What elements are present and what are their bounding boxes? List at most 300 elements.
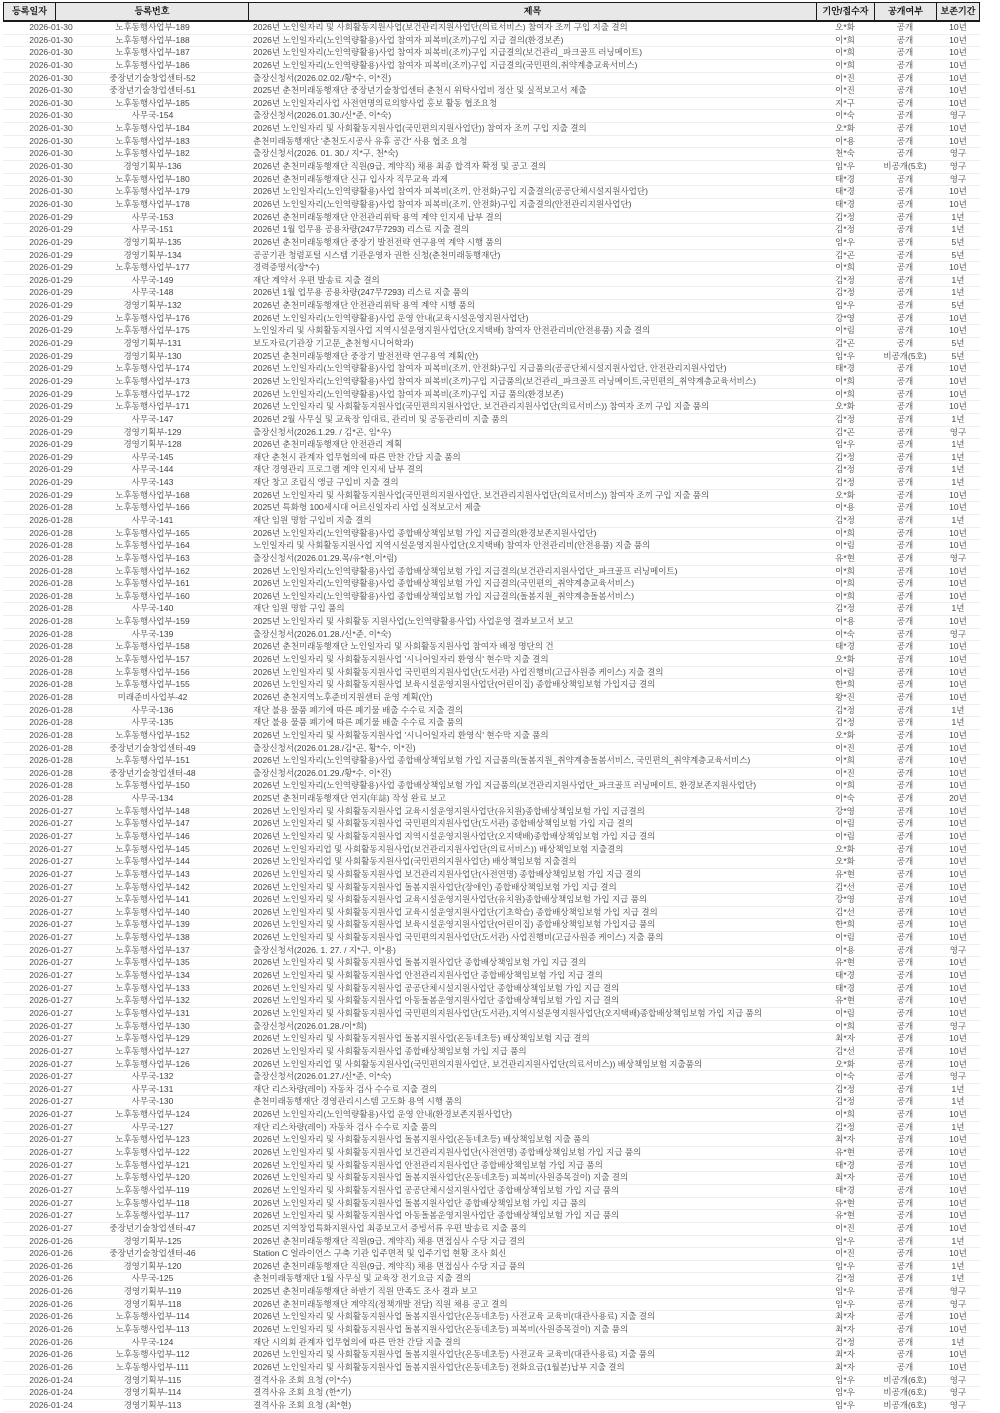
- title-cell[interactable]: 2026년 노인일자리 및 사회활동지원사업 아동돌봄운영지원사업단 종합배상책임보험 가입 지급 결의: [253, 995, 620, 1006]
- title-cell[interactable]: 2026년 노인일자리(노인역량활용)사업 참여자 피복비(조끼, 안전화)구입 지출결의(공공단체시설지원사업단): [253, 186, 648, 197]
- drafter-cell: 임*우: [835, 439, 855, 450]
- title-cell[interactable]: 2026년 노인일자리(노인역량활용)사업 종합배상책임보험 가입 지급결의(국민편의_취약계층교육서비스): [253, 578, 635, 589]
- title-cell[interactable]: 2026년 춘천미래동행재단 신규 입사자 직무교육 과제: [253, 173, 448, 184]
- title-cell[interactable]: 2025년 춘천미래동행재단 하반기 직원 만족도 조사 결과 보고: [253, 1286, 478, 1297]
- title-cell[interactable]: 2026년 노인일자리(노인역량활용)사업 종합배상책임보험 가입 지급품의(보건관리지원사업단_파크골프 러닝메이트, 환경보존지원사업단): [253, 780, 757, 791]
- table-row[interactable]: [3, 705, 980, 718]
- drafter-cell: 이*림: [835, 932, 855, 943]
- title-cell[interactable]: 2026년 노인일자리(노인역량활용)사업 참여자 피복비(조끼)구입 지급 결의(환경보존): [253, 34, 564, 45]
- table-row[interactable]: [3, 641, 980, 654]
- title-cell[interactable]: 2026년 춘천미래동행재단 안전관리위탁 용역 계약 시행 품의: [253, 300, 475, 311]
- table-row[interactable]: [3, 427, 980, 440]
- title-cell[interactable]: 2026년 춘천미래동행재단 노인일자리 및 사회활동지원사업 참여자 배정 명단의 건: [253, 641, 554, 652]
- title-cell[interactable]: 출장신청서(2026.01.27./신*준, 이*숙): [253, 1071, 392, 1082]
- reg-no-cell: 사무국-144: [131, 464, 174, 475]
- table-row[interactable]: [3, 1349, 980, 1362]
- table-row[interactable]: [3, 1008, 980, 1021]
- title-cell[interactable]: 2026년 노인일자리(노인역량활용)사업 종합배상책임보험 가입 지급품의(돌봄지원_취약계층돌봄서비스, 국민편의_취약계층교육서비스): [253, 755, 751, 766]
- table-row[interactable]: [3, 98, 980, 111]
- title-cell[interactable]: 2026년 춘천미래동행재단 안전관리위탁 용역 계약 인지세 납부 결의: [253, 211, 502, 222]
- table-row[interactable]: [3, 1147, 980, 1160]
- drafter-cell: 최*자: [835, 1311, 855, 1322]
- title-cell[interactable]: 출장신청서(2026.01.28./김*곤, 황*수, 이*진): [253, 742, 416, 753]
- table-row[interactable]: [3, 616, 980, 629]
- table-row[interactable]: [3, 1223, 980, 1236]
- table-row[interactable]: [3, 515, 980, 528]
- table-row[interactable]: [3, 161, 980, 174]
- title-cell[interactable]: 재단 경영관리 프로그램 계약 인지세 납부 결의: [253, 464, 424, 475]
- title-cell[interactable]: 2026년 노인일자리(노인역량활용)사업 운영 안내(환경보존지원사업단): [253, 1109, 513, 1120]
- retention-cell: 영구: [949, 148, 967, 159]
- reg-no-cell: 경영기획부-129: [123, 426, 182, 437]
- title-cell[interactable]: 2026년 노인일자리 및 사회활동지원사업 안전관리지원사업단 종합배상책임보험 가입 지급 품의: [253, 1159, 603, 1170]
- table-row[interactable]: [3, 1160, 980, 1173]
- open-status-cell: 공개: [896, 654, 914, 665]
- retention-cell: 영구: [949, 1399, 967, 1410]
- table-row[interactable]: [3, 110, 980, 123]
- title-cell[interactable]: 결격사유 조회 요청 (한*기): [253, 1387, 352, 1398]
- open-status-cell: 공개: [896, 1361, 914, 1372]
- title-cell[interactable]: 2026년 노인일자리 및 사회활동지원사업 보건관리지원사업단(사전연명) 종합배상책임보험 가입 지급 결의: [253, 868, 642, 879]
- table-row[interactable]: [3, 1400, 980, 1413]
- title-cell[interactable]: 2026년 노인일자리 및 사회활동지원사업 교육시설운영지원사업단(기초학습) 종합배상책임보험 가입 지급 결의: [253, 906, 658, 917]
- title-cell[interactable]: 2026년 노인일자리 및 사회활동지원사업 돌봄지원사업단(온동네초등) 피복비(사원증목걸이) 지출 품의: [253, 1323, 629, 1334]
- title-cell[interactable]: 2026년 노인일자리 및 사회활동지원사업 공공단체시설지원사업단 종합배상책임보험 가입 지급 결의: [253, 982, 620, 993]
- title-cell[interactable]: 2026년 노인일자리 및 사회활동지원사업(보건관리지원사업단(의료서비스) 참여자 조끼 구입 지출 결의: [253, 22, 628, 32]
- title-cell[interactable]: 2026년 노인일자리 및 사회활동지원사업 돌봄지원사업단(온동네초등) 사전교육 교육비(대관사용료) 지출 품의: [253, 1349, 656, 1360]
- table-row[interactable]: [3, 856, 980, 869]
- column-header-retention: 보존기간: [936, 3, 980, 20]
- table-row[interactable]: [3, 591, 980, 604]
- table-row[interactable]: [3, 22, 980, 35]
- open-status-cell: 공개: [896, 401, 914, 412]
- reg-no-cell: 노후동행사업부-182: [115, 148, 190, 159]
- title-cell[interactable]: 2026년 노인일자리업 및 사회활동지원사업(국민편의지원사업단, 보건관리지원사업단(의료서비스)) 배상책임보험 지출품의: [253, 1058, 703, 1069]
- table-row[interactable]: [3, 578, 980, 591]
- title-cell[interactable]: 2026년 노인일자리 및 사회활동지원사업 국민편의지원사업단(도서관) 사업진행비(고급사원증 케이스) 지출 결의: [253, 666, 664, 677]
- table-row[interactable]: [3, 174, 980, 187]
- title-cell[interactable]: 2026년 노인일자리 및 사회활동지원사업 돌봄지원사업단(온동네초등) 사전교육 교육비(대관사용료) 지출 결의: [253, 1311, 656, 1322]
- title-cell[interactable]: 출장신청서(2026.01.28./이*희): [253, 1020, 367, 1031]
- table-row[interactable]: [3, 401, 980, 414]
- open-status-cell: 공개: [896, 464, 914, 475]
- table-row[interactable]: [3, 869, 980, 882]
- title-cell[interactable]: 공공기관 청렴포털 시스템 기관운영자 권한 신청(춘천미래동행재단): [253, 249, 501, 260]
- table-row[interactable]: [3, 1387, 980, 1400]
- title-cell[interactable]: 2026년 노인일자리(노인역량활용)사업 참여자 피복비(조끼)구입 지급품의(보건관리_파크골프 러닝메이트,국민편의_취약계층교육서비스): [253, 375, 756, 386]
- title-cell[interactable]: 2026년 노인일자리 및 사회활동지원사업 돌봄지원사업단(온동네초등) 전화요금(1월분)납부 지출 결의: [253, 1361, 625, 1372]
- reg-date-cell: 2026-01-30: [29, 72, 73, 83]
- drafter-cell: 오*화: [835, 1058, 855, 1069]
- table-row[interactable]: [3, 389, 980, 402]
- reg-no-cell: 경영기획부-136: [123, 161, 182, 172]
- table-row[interactable]: [3, 287, 980, 300]
- table-row[interactable]: [3, 363, 980, 376]
- table-row[interactable]: [3, 1046, 980, 1059]
- title-cell[interactable]: 2026년 노인일자리(노인역량활용)사업 참여자 피복비(조끼, 안전화)구입 지출결의(안전관리지원사업단): [253, 198, 632, 209]
- title-cell[interactable]: 2026년 노인일자리 및 사회활동지원사업 국민편의지원사업단(도서관) 종합배상책임보험 가입 지급 결의: [253, 818, 634, 829]
- table-row[interactable]: [3, 477, 980, 490]
- open-status-cell: 공개: [896, 198, 914, 209]
- table-row[interactable]: [3, 970, 980, 983]
- title-cell[interactable]: 2026년 노인일자리 및 사회활동지원사업 '시니어일자리 환영식' 현수막 지출 품의: [253, 729, 549, 740]
- retention-cell: 10년: [949, 906, 967, 917]
- table-row[interactable]: [3, 1299, 980, 1312]
- reg-date-cell: 2026-01-30: [29, 97, 73, 108]
- title-cell[interactable]: 재단 계약서 우편 발송료 지출 결의: [253, 274, 380, 285]
- table-row[interactable]: [3, 831, 980, 844]
- table-row[interactable]: [3, 148, 980, 161]
- column-header-reg-date: 등록일자: [3, 3, 55, 20]
- table-row[interactable]: [3, 957, 980, 970]
- open-status-cell: 공개: [896, 831, 914, 841]
- title-cell[interactable]: 2026년 노인일자리(노인역량활용)사업 참여자 피복비(조끼)구입 지급 품의(환경보존): [253, 388, 564, 399]
- table-row[interactable]: [3, 73, 980, 86]
- title-cell[interactable]: 2025년 노인일자리 및 사회활동 지원사업(노인역량활용사업) 사업운영 결과보고서 보고: [253, 616, 574, 627]
- table-row[interactable]: [3, 755, 980, 768]
- table-row[interactable]: [3, 730, 980, 743]
- reg-date-cell: 2026-01-30: [29, 198, 73, 209]
- reg-date-cell: 2026-01-29: [29, 300, 73, 311]
- table-row[interactable]: [3, 1248, 980, 1261]
- retention-cell: 영구: [949, 628, 967, 639]
- title-cell[interactable]: 2026년 1월 업무용 공용차량(247무7293) 리스료 지출 품의: [253, 287, 470, 298]
- table-row[interactable]: [3, 85, 980, 98]
- table-row[interactable]: [3, 136, 980, 149]
- table-row[interactable]: [3, 237, 980, 250]
- title-cell[interactable]: 출장신청서(2026.01.28./신*준, 이*숙): [253, 628, 392, 639]
- title-cell[interactable]: 2026년 노인일자리 및 사회활동지원사업 안전관리지원사업단 종합배상책임보험 가입 지급 결의: [253, 970, 603, 981]
- drafter-cell: 임*우: [835, 1298, 855, 1309]
- table-row[interactable]: [3, 1084, 980, 1097]
- table-row[interactable]: [3, 300, 980, 313]
- title-cell[interactable]: 노인일자리 및 사회활동지원사업 지역시설운영지원사업단(오지택배) 참여자 안전관리비(안전용품) 지출 결의: [253, 325, 651, 336]
- title-cell[interactable]: 2026년 춘천미래동행재단 중장기 발전전략 연구용역 계약 시행 품의: [253, 236, 502, 247]
- table-row[interactable]: [3, 1071, 980, 1084]
- title-cell[interactable]: 2026년 노인일자리 및 사회활동지원사업 돌봄지원사업(온동네초등) 배상책임보험 지급 결의: [253, 1033, 590, 1044]
- table-row[interactable]: [3, 1109, 980, 1122]
- title-cell[interactable]: 2026년 춘천미래동행재단 안전관리 계획: [253, 439, 403, 450]
- title-cell[interactable]: 2026년 노인일자리 및 사회활동지원사업(국민편의지원사업단, 보건관리지원사업단(의료서비스)) 참여자 조끼 구입 지출 품의: [253, 489, 710, 500]
- title-cell[interactable]: 2026년 노인일자리 및 사회활동지원사업 교육시설운영지원사업단(유치원)종합배상책임보험 가입 지급결의: [253, 805, 645, 816]
- table-row[interactable]: [3, 1311, 980, 1324]
- table-row[interactable]: [3, 945, 980, 958]
- title-cell[interactable]: 2026년 노인일자리 및 사회활동지원사업 국민편의지원사업단(도서관) 사업진행비(고급사원증 케이스) 지출 품의: [253, 932, 664, 943]
- title-cell[interactable]: 2026년 노인일자리(노인역량활용)사업 참여자 피복비(조끼)구입 지급결의(보건관리_파크골프 러닝메이트): [253, 47, 643, 58]
- table-row[interactable]: [3, 351, 980, 364]
- reg-date-cell: 2026-01-29: [29, 426, 73, 437]
- table-row[interactable]: [3, 338, 980, 351]
- table-row[interactable]: [3, 919, 980, 932]
- title-cell[interactable]: 2026년 노인일자리업 및 사회활동지원사업(보건관리지원사업단(의료서비스)) 배상책임보험 지출결의: [253, 843, 624, 854]
- title-cell[interactable]: 재단 시의회 관계자 업무협의에 따른 만찬 간담 지출 결의: [253, 1336, 461, 1347]
- table-row[interactable]: [3, 47, 980, 60]
- drafter-cell: 이*희: [835, 1020, 855, 1031]
- open-status-cell: 공개: [896, 249, 914, 260]
- table-row[interactable]: [3, 1185, 980, 1198]
- open-status-cell: 공개: [896, 691, 914, 702]
- title-cell[interactable]: 2025년 지역창업특화지원사업 최종보고서 증빙서류 우편 발송료 지출 품의: [253, 1222, 527, 1233]
- title-cell[interactable]: 2026년 1월 업무용 공용차량(247무7293) 리스료 지출 결의: [253, 224, 470, 235]
- open-status-cell: 비공개(5호): [883, 161, 927, 172]
- table-row[interactable]: [3, 629, 980, 642]
- table-row[interactable]: [3, 313, 980, 326]
- table-row[interactable]: [3, 1375, 980, 1388]
- title-cell[interactable]: 출장신청서(2026.1.29. / 김*곤, 임*우): [253, 426, 392, 437]
- reg-date-cell: 2026-01-27: [29, 1109, 73, 1120]
- title-cell[interactable]: 2026년 노인일자리 및 사회활동지원사업 보육시설운영지원사업단(어린이집) 종합배상책임보험 가입지급 품의: [253, 919, 656, 930]
- table-row[interactable]: [3, 528, 980, 541]
- table-row[interactable]: [3, 566, 980, 579]
- drafter-cell: 김*정: [835, 1121, 855, 1132]
- title-cell[interactable]: 2026년 노인일자리(노인역량활용)사업 종합배상책임보험 가입 지급결의(보건관리지원사업단_파크골프 러닝메이트): [253, 565, 678, 576]
- reg-no-cell: 노후동행사업부-148: [115, 805, 190, 816]
- table-row[interactable]: [3, 186, 980, 199]
- reg-date-cell: 2026-01-30: [29, 47, 73, 58]
- drafter-cell: 김*선: [835, 881, 855, 892]
- title-cell[interactable]: 경력증명서(장*수): [253, 262, 320, 273]
- table-row[interactable]: [3, 1021, 980, 1034]
- table-row[interactable]: [3, 1273, 980, 1286]
- retention-cell: 1년: [951, 477, 965, 488]
- title-cell[interactable]: 2026년 춘천미래동행재단 계약직(정책개발 전담) 직원 채용 공고 결의: [253, 1298, 508, 1309]
- table-row[interactable]: [3, 123, 980, 136]
- table-row[interactable]: [3, 1172, 980, 1185]
- title-cell[interactable]: 2026년 노인일자리(노인역량활용)사업 종합배상책임보험 가입 지급결의(환경보존지원사업단): [253, 527, 597, 538]
- title-cell[interactable]: 2026년 노인일자리 및 사회활동지원사업 돌봄지원사업단(온동네초등) 피복비(사원증목걸이) 지출 결의: [253, 1172, 629, 1183]
- title-cell[interactable]: 2026년 노인일자리 및 사회활동지원사업(국민편의지원사업단, 보건관리지원사업단(의료서비스)) 참여자 조끼 구입 지출 품의: [253, 401, 710, 412]
- table-row[interactable]: [3, 376, 980, 389]
- drafter-cell: 왕*진: [835, 691, 855, 702]
- table-row[interactable]: [3, 654, 980, 667]
- title-cell[interactable]: 출장신청서(2026. 01. 30./ 지*구, 천*숙): [253, 148, 399, 159]
- title-cell[interactable]: 출장신청서(2026.02.02./황*수, 이*진): [253, 72, 392, 83]
- table-row[interactable]: [3, 1236, 980, 1249]
- title-cell[interactable]: 재단 춘천시 관계자 업무협의에 따른 만찬 간담 지출 품의: [253, 451, 461, 462]
- reg-date-cell: 2026-01-26: [29, 1235, 73, 1246]
- table-row[interactable]: [3, 844, 980, 857]
- drafter-cell: 이*희: [835, 780, 855, 791]
- title-cell[interactable]: 2026년 노인일자리(노인역량활용)사업 참여자 피복비(조끼)구입 지급결의(국민편의,취약계층교육서비스): [253, 59, 638, 70]
- title-cell[interactable]: 2026년 노인일자리 및 사회활동지원사업 국민편의지원사업단(도서관),지역시설운영지원사업단(오지택배)종합배상책임보험 가입 지급 품의: [253, 1007, 762, 1018]
- drafter-cell: 임*우: [835, 236, 855, 247]
- table-row[interactable]: [3, 250, 980, 263]
- reg-no-cell: 노후동행사업부-171: [115, 401, 190, 412]
- title-cell[interactable]: 2026년 노인일자리(노인역량활용)사업 운영 안내(교육시설운영지원사업단): [253, 312, 529, 323]
- title-cell[interactable]: 2026년 노인일자리 및 사회활동지원사업 돌봄지원사업단 종합배상책임보험 가입 지급 품의: [253, 1197, 587, 1208]
- table-row[interactable]: [3, 932, 980, 945]
- title-cell[interactable]: 2026년 노인일자리업 및 사회활동지원사업(국민편의지원사업단) 배상책임보험 지출결의: [253, 856, 577, 867]
- title-cell[interactable]: 2026년 춘천미래동행재단 직원(9급, 계약직) 채용 최종 합격자 확정 및 공고 결의: [253, 161, 547, 172]
- reg-date-cell: 2026-01-28: [29, 704, 73, 715]
- title-cell[interactable]: 출장신청서(2026. 1. 27. / 지*구, 이*용): [253, 944, 396, 955]
- reg-date-cell: 2026-01-27: [29, 818, 73, 829]
- reg-date-cell: 2026-01-29: [29, 451, 73, 462]
- title-cell[interactable]: 재단 리스차량(레이) 자동차 검사 수수료 지출 품의: [253, 1121, 438, 1132]
- title-cell[interactable]: 2025년 특화형 100세시대 어르신일자리 사업 실적보고서 제출: [253, 502, 481, 513]
- table-row[interactable]: [3, 1362, 980, 1375]
- table-row[interactable]: [3, 540, 980, 553]
- table-row[interactable]: [3, 1324, 980, 1337]
- title-cell[interactable]: 2026년 노인일자리 및 사회활동지원사업 아동돌봄운영지원사업단 종합배상책임보험 가입 지급 품의: [253, 1210, 620, 1221]
- title-cell[interactable]: 2026년 노인일자리 및 사회활동지원사업 돌봄지원사업(온동네초등) 배상책임보험 지출 품의: [253, 1134, 590, 1145]
- reg-date-cell: 2026-01-27: [29, 1172, 73, 1183]
- reg-no-cell: 노후동행사업부-151: [115, 755, 190, 766]
- title-cell[interactable]: 2026년 노인일자리 및 사회활동지원사업 지역시설운영지원사업단(오지택배)종합배상책임보험 가입 지급 결의: [253, 831, 656, 841]
- table-row[interactable]: [3, 502, 980, 515]
- retention-cell: 10년: [949, 856, 967, 867]
- title-cell[interactable]: 재단 임원 명함 구입비 지출 결의: [253, 514, 372, 525]
- title-cell[interactable]: 결격사유 조회 요청 (이*수): [253, 1374, 352, 1385]
- table-row[interactable]: [3, 717, 980, 730]
- open-status-cell: 공개: [896, 451, 914, 462]
- title-cell[interactable]: 재단 임원 명함 구입 품의: [253, 603, 345, 614]
- drafter-cell: 김*정: [835, 464, 855, 475]
- table-row[interactable]: [3, 490, 980, 503]
- reg-no-cell: 사무국-151: [131, 224, 174, 235]
- title-cell[interactable]: 2026년 노인일자리(노인역량활용)사업 참여자 피복비(조끼, 안전화)구입 지급품의(공공단체시설지원사업단, 안전관리지원사업단): [253, 363, 727, 374]
- title-cell[interactable]: 2026년 춘천미래동행재단 직원(9급, 계약직) 채용 면접심사 수당 지급 품의: [253, 1260, 526, 1271]
- title-cell[interactable]: 2026년 노인일자리 및 사회활동지원사업 공공단체시설지원사업단 종합배상책임보험 가입 지급 품의: [253, 1184, 620, 1195]
- title-cell[interactable]: 2026년 춘천미래동행재단 직원(9급, 계약직) 채용 면접심사 수당 지급 결의: [253, 1235, 526, 1246]
- table-row[interactable]: [3, 907, 980, 920]
- retention-cell: 10년: [949, 375, 967, 386]
- table-row[interactable]: [3, 1198, 980, 1211]
- open-status-cell: 공개: [896, 325, 914, 336]
- reg-date-cell: 2026-01-28: [29, 767, 73, 778]
- retention-cell: 영구: [949, 173, 967, 184]
- table-row[interactable]: [3, 1261, 980, 1274]
- title-cell[interactable]: 2026년 노인일자리 및 사회활동지원사업 교육시설운영지원사업단(유치원)종합배상책임보험 가입 지급 품의: [253, 894, 648, 905]
- reg-no-cell: 노후동행사업부-161: [115, 578, 190, 589]
- title-cell[interactable]: 춘천미래동행재단 1월 사무실 및 교육장 전기요금 지출 결의: [253, 1273, 472, 1284]
- table-row[interactable]: [3, 262, 980, 275]
- reg-date-cell: 2026-01-27: [29, 1197, 73, 1208]
- table-row[interactable]: [3, 224, 980, 237]
- table-row[interactable]: [3, 1033, 980, 1046]
- title-cell[interactable]: 출장신청서(2026.01.29./황*수, 이*진): [253, 767, 392, 778]
- table-row[interactable]: [3, 35, 980, 48]
- reg-date-cell: 2026-01-28: [29, 666, 73, 677]
- open-status-cell: 공개: [896, 1197, 914, 1208]
- title-cell[interactable]: 2026년 노인일자리 및 사회활동지원사업 돌봄지원사업단(장애인) 종합배상책임보험 가입 지급 결의: [253, 881, 617, 892]
- reg-date-cell: 2026-01-29: [29, 477, 73, 488]
- title-cell[interactable]: 2026년 2월 사무실 및 교육장 임대료, 관리비 및 공동관리비 지출 품의: [253, 413, 508, 424]
- table-row[interactable]: [3, 667, 980, 680]
- table-row[interactable]: [3, 275, 980, 288]
- table-row[interactable]: [3, 452, 980, 465]
- drafter-cell: 김*정: [835, 287, 855, 298]
- reg-no-cell: 중장년기술창업센터-46: [109, 1248, 196, 1259]
- reg-no-cell: 사무국-143: [131, 477, 174, 488]
- table-row[interactable]: [3, 743, 980, 756]
- drafter-cell: 이*희: [835, 578, 855, 589]
- table-row[interactable]: [3, 894, 980, 907]
- title-cell[interactable]: 2026년 노인일자리 및 사회활동지원사업 종합배상책임보험 가입 지급 품의: [253, 1045, 527, 1056]
- table-row[interactable]: [3, 983, 980, 996]
- table-row[interactable]: [3, 780, 980, 793]
- title-cell[interactable]: 2026년 노인일자리 및 사회활동지원사업 보건관리지원사업단(사전연명) 종합배상책임보험 가입 지급 품의: [253, 1147, 642, 1158]
- table-row[interactable]: [3, 1059, 980, 1072]
- table-row[interactable]: [3, 325, 980, 338]
- table-row[interactable]: [3, 995, 980, 1008]
- table-row[interactable]: [3, 1286, 980, 1299]
- table-row[interactable]: [3, 603, 980, 616]
- retention-cell: 10년: [949, 1197, 967, 1208]
- drafter-cell: 태*경: [835, 641, 855, 652]
- table-row[interactable]: [3, 818, 980, 831]
- title-cell[interactable]: 2026년 춘천지역노후준비지원센터 운영 계획(안): [253, 691, 433, 702]
- table-row[interactable]: [3, 199, 980, 212]
- table-row[interactable]: [3, 212, 980, 225]
- title-cell[interactable]: 2026년 노인일자리 및 사회활동지원사업 보육시설운영지원사업단(어린이집) 종합배상책임보험 가입지급 결의: [253, 679, 656, 690]
- table-row[interactable]: [3, 1134, 980, 1147]
- title-cell[interactable]: 재단 불용 물품 폐기에 따른 폐기물 배출 수수료 지출 결의: [253, 704, 464, 715]
- table-row[interactable]: [3, 464, 980, 477]
- reg-date-cell: 2026-01-29: [29, 401, 73, 412]
- title-cell[interactable]: 춘천미래동행재단 경영관리시스템 고도화 용역 시행 품의: [253, 1096, 462, 1107]
- title-cell[interactable]: 보도자료(기관장 기고문_춘천형시니어학과): [253, 338, 414, 349]
- table-row[interactable]: [3, 679, 980, 692]
- reg-date-cell: 2026-01-26: [29, 1298, 73, 1309]
- table-row[interactable]: [3, 1096, 980, 1109]
- retention-cell: 영구: [949, 1374, 967, 1385]
- title-cell[interactable]: 2026년 노인일자리(노인역량활용)사업 종합배상책임보험 가입 지급결의(돌봄지원_취약계층돌봄서비스): [253, 590, 635, 601]
- table-row[interactable]: [3, 1337, 980, 1350]
- retention-cell: 10년: [949, 1349, 967, 1360]
- table-row[interactable]: [3, 553, 980, 566]
- table-row[interactable]: [3, 1210, 980, 1223]
- table-row[interactable]: [3, 793, 980, 806]
- reg-date-cell: 2026-01-27: [29, 894, 73, 905]
- table-row[interactable]: [3, 1122, 980, 1135]
- title-cell[interactable]: 2025년 춘천미래동행재단 중장년기술창업센터 춘천시 위탁사업비 정산 및 실적보고서 제출: [253, 85, 587, 96]
- title-cell[interactable]: Station C 얼라이언스 구축 기관 입주면적 및 입주기업 현황 조사 회신: [253, 1248, 507, 1259]
- table-row[interactable]: [3, 806, 980, 819]
- title-cell[interactable]: 2025년 춘천미래동행재단 중장기 발전전략 연구용역 계획(안): [253, 350, 479, 361]
- drafter-cell: 이*희: [835, 34, 855, 45]
- title-cell[interactable]: 재단 창고 조립식 앵글 구입비 지출 결의: [253, 477, 399, 488]
- title-cell[interactable]: 재단 불용 물품 폐기에 따른 폐기물 배출 수수료 지출 품의: [253, 717, 464, 728]
- title-cell[interactable]: 출장신청서(2026.01.30./신*준, 이*숙): [253, 110, 392, 121]
- title-cell[interactable]: 재단 리스차량(레이) 자동차 검사 수수료 지출 결의: [253, 1083, 438, 1094]
- drafter-cell: 임*우: [835, 1399, 855, 1410]
- title-cell[interactable]: 2025년 춘천미래동행재단 연지(年誌) 작성 완료 보고: [253, 793, 446, 804]
- reg-no-cell: 경영기획부-119: [123, 1286, 182, 1297]
- reg-no-cell: 노후동행사업부-179: [115, 186, 190, 197]
- title-cell[interactable]: 2026년 노인일자리사업 사전연명의료의향사업 홍보 활동 협조요청: [253, 97, 498, 108]
- table-row[interactable]: [3, 882, 980, 895]
- title-cell[interactable]: 2026년 노인일자리 및 사회활동지원사업(국민편의지원사업단)) 참여자 조끼 구입 지출 결의: [253, 123, 587, 134]
- drafter-cell: 김*선: [835, 1045, 855, 1056]
- open-status-cell: 공개: [896, 590, 914, 601]
- title-cell[interactable]: 결격사유 조회 요청 (최*현): [253, 1399, 352, 1410]
- title-cell[interactable]: 노인일자리 및 사회활동지원사업 지역시설운영지원사업단(오지택배) 참여자 안전관리비(안전용품) 지출 품의: [253, 540, 651, 551]
- table-row[interactable]: [3, 60, 980, 73]
- title-cell[interactable]: 춘천미래동행재단 '춘천도시공사 유휴 공간' 사용 협조 요청: [253, 135, 468, 146]
- column-header-open: 공개여부: [874, 3, 936, 20]
- table-row[interactable]: [3, 768, 980, 781]
- title-cell[interactable]: 2026년 노인일자리 및 사회활동지원사업 '시니어일자리 환영식' 현수막 지출 결의: [253, 654, 549, 665]
- retention-cell: 5년: [951, 338, 965, 349]
- drafter-cell: 이*진: [835, 72, 855, 83]
- table-row[interactable]: [3, 692, 980, 705]
- title-cell[interactable]: 2026년 노인일자리 및 사회활동지원사업 돌봄지원사업단 종합배상책임보험 가입 지급 결의: [253, 957, 587, 968]
- title-cell[interactable]: 출장신청서(2026.01.29.목/유*현,이*림): [253, 552, 398, 563]
- table-row[interactable]: [3, 414, 980, 427]
- drafter-cell: 오*화: [835, 123, 855, 134]
- table-row[interactable]: [3, 439, 980, 452]
